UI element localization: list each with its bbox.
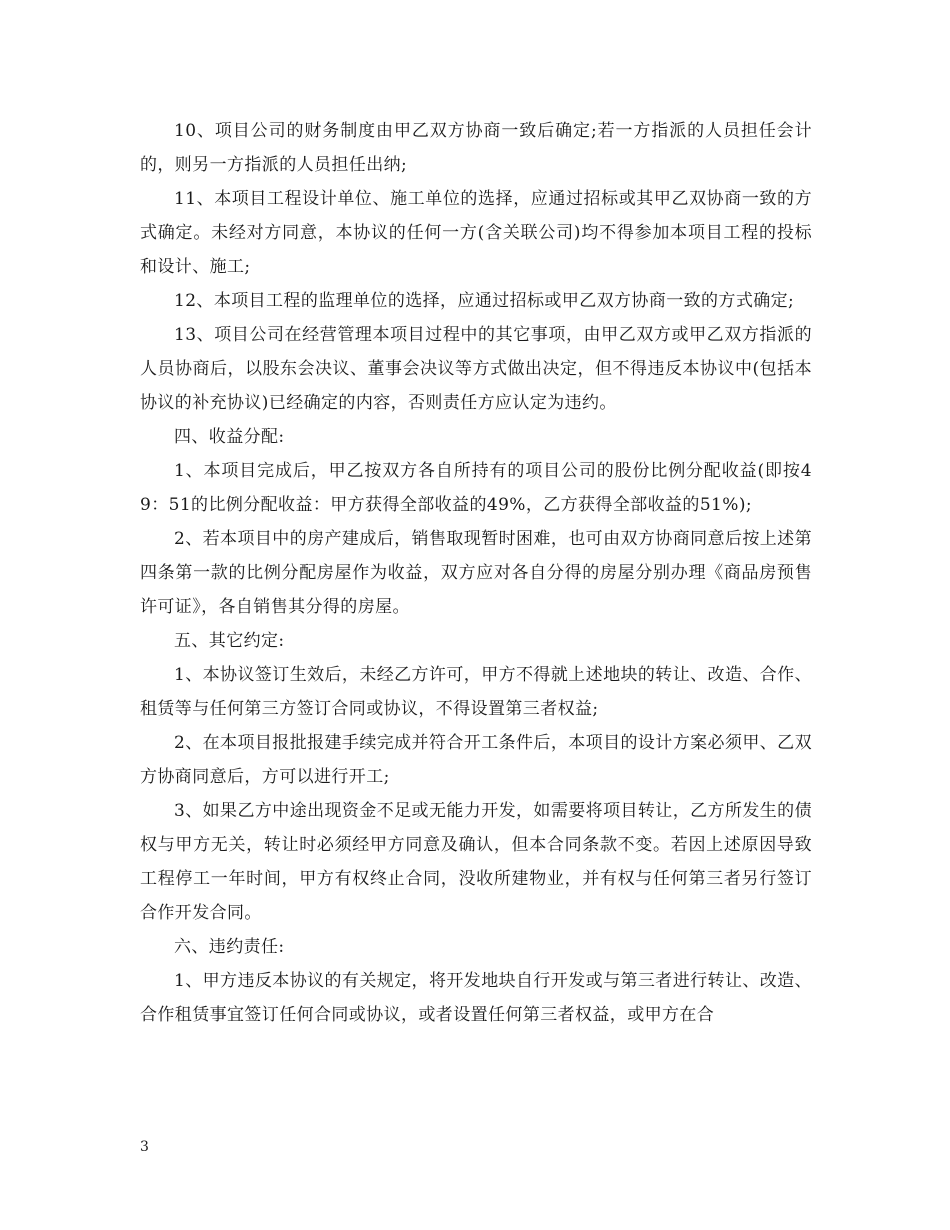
breach-clause-1: 1、甲方违反本协议的有关规定，将开发地块自行开发或与第三者进行转让、改造、合作租赁事宜签订任何合同或协议，或者设置任何第三者权益，或甲方在合 — [140, 971, 812, 1025]
section-heading-profit-distribution: 四、收益分配: — [174, 427, 285, 447]
other-clause-1: 1、本协议签订生效后，未经乙方许可，甲方不得就上述地块的转让、改造、合作、租赁等与任何第三方签订合同或协议，不得设置第三者权益; — [140, 665, 812, 719]
clause-10: 10、项目公司的财务制度由甲乙双方协商一致后确定;若一方指派的人员担任会计的，则另一方指派的人员担任出纳; — [140, 121, 812, 175]
document-body — [140, 114, 812, 1032]
section-heading-breach-liability: 六、违约责任: — [174, 937, 285, 957]
page-number: 3 — [140, 1139, 149, 1155]
profit-clause-2: 2、若本项目中的房产建成后，销售取现暂时困难，也可由双方协商同意后按上述第四条第一款的比例分配房屋作为收益，双方应对各自分得的房屋分别办理《商品房预售许可证》，各自销售其分得的房屋。 — [140, 529, 812, 617]
clause-11: 11、本项目工程设计单位、施工单位的选择，应通过招标或其甲乙双协商一致的方式确定。未经对方同意，本协议的任何一方(含关联公司)均不得参加本项目工程的投标和设计、施工; — [140, 189, 812, 277]
other-clause-3: 3、如果乙方中途出现资金不足或无能力开发，如需要将项目转让，乙方所发生的债权与甲方无关，转让时必须经甲方同意及确认，但本合同条款不变。若因上述原因导致工程停工一年时间，甲方有权终止合同，没收所建物业，并有权与任何第三者另行签订合作开发合同。 — [140, 801, 812, 923]
clause-13: 13、项目公司在经营管理本项目过程中的其它事项，由甲乙双方或甲乙双方指派的人员协商后，以股东会决议、董事会决议等方式做出决定，但不得违反本协议中(包括本协议的补充协议)已经确定的内容，否则责任方应认定为违约。 — [140, 325, 812, 413]
other-clause-2: 2、在本项目报批报建手续完成并符合开工条件后，本项目的设计方案必须甲、乙双方协商同意后，方可以进行开工; — [140, 733, 812, 787]
profit-clause-1: 1、本项目完成后，甲乙按双方各自所持有的项目公司的股份比例分配收益(即按49：51的比例分配收益：甲方获得全部收益的49%，乙方获得全部收益的51%); — [140, 461, 812, 515]
section-heading-other-agreements: 五、其它约定: — [174, 631, 285, 651]
clause-12: 12、本项目工程的监理单位的选择，应通过招标或甲乙双方协商一致的方式确定; — [174, 291, 795, 311]
